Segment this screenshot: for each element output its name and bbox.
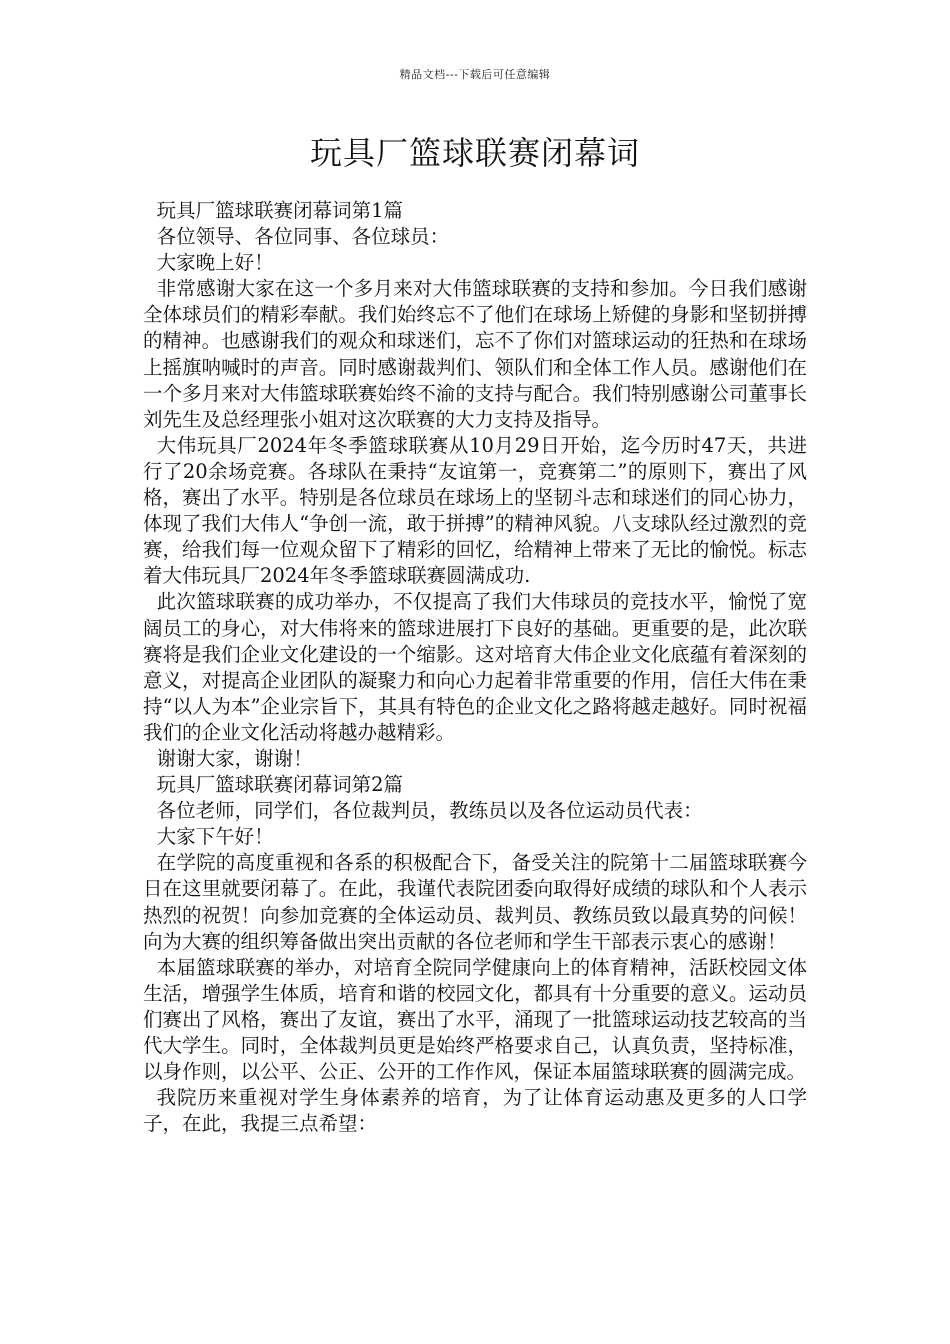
greeting: 大家下午好！ [156, 825, 274, 849]
paragraph: 大伟玩具厂2024年冬季篮球联赛从10月29日开始，迄今历时47天，共进行了20余场竞赛。各球队在秉持“友谊第一，竞赛第二”的原则下，赛出了风格，赛出了水平。特别是各位球员在球场上的坚韧斗志和球迷们的同心协力，体现了我们大伟人“争创一流，敢于拼搏”的精神风貌。八支球队经过激烈的竞赛，给我们每一位观众留下了精彩的回忆，给精神上带来了无比的愉悦。标志着大伟玩具厂2024年冬季篮球联赛圆满成功. [143, 433, 807, 588]
paragraph: 我院历来重视对学生身体素养的培育，为了让体育运动惠及更多的人口学子，在此，我提三点希望： [143, 1086, 807, 1136]
document-title: 玩具厂篮球联赛闭幕词 [309, 134, 640, 172]
paragraph: 此次篮球联赛的成功举办，不仅提高了我们大伟球员的竞技水平，愉悦了宽阔员工的身心，对大伟将来的篮球进展打下良好的基础。更重要的是，此次联赛将是我们企业文化建设的一个缩影。这对培育大伟企业文化底蕴有着深刻的意义，对提高企业团队的凝聚力和向心力起着非常重要的作用，信任大伟在秉持“以人为本”企业宗旨下，其具有特色的企业文化之路将越走越好。同时祝福我们的企业文化活动将越办越精彩。 [143, 590, 807, 744]
header-note: 精品文档---下载后可任意编辑 [399, 68, 551, 81]
closing-thanks: 谢谢大家，谢谢！ [156, 746, 313, 770]
paragraph: 非常感谢大家在这一个多月来对大伟篮球联赛的支持和参加。今日我们感谢全体球员们的精彩奉献。我们始终忘不了他们在球场上矫健的身影和坚韧拼搏的精神。也感谢我们的观众和球迷们，忘不了你们对篮球运动的狂热和在球场上摇旗呐喊时的声音。同时感谢裁判们、领队们和全体工作人员。感谢他们在一个多月来对大伟篮球联赛始终不渝的支持与配合。我们特别感谢公司董事长刘先生及总经理张小姐对这次联赛的大力支持及指导。 [143, 277, 807, 431]
section-heading: 玩具厂篮球联赛闭幕词第2篇 [156, 773, 404, 797]
section-heading: 玩具厂篮球联赛闭幕词第1篇 [156, 199, 404, 222]
greeting: 大家晚上好！ [156, 251, 274, 275]
document-body [143, 198, 807, 1137]
paragraph: 在学院的高度重视和各系的积极配合下，备受关注的院第十二届篮球联赛今日在这里就要闭幕了。在此，我谨代表院团委向取得好成绩的球队和个人表示热烈的祝贺！向参加竞赛的全体运动员、裁判员、教练员致以最真势的问候！向为大赛的组织筹备做出突出贡献的各位老师和学生干部表示衷心的感谢！ [143, 851, 807, 953]
salutation: 各位老师，同学们，各位裁判员，教练员以及各位运动员代表： [156, 799, 703, 823]
salutation: 各位领导、各位同事、各位球员： [156, 225, 450, 249]
paragraph: 本届篮球联赛的举办，对培育全院同学健康向上的体育精神，活跃校园文体生活，增强学生体质，培育和谐的校园文化，都具有十分重要的意义。运动员们赛出了风格，赛出了友谊，赛出了水平，涌现了一批篮球运动技艺较高的当代大学生。同时，全体裁判员更是始终严格要求自己，认真负责，坚持标准，以身作则，以公平、公正、公开的工作作风，保证本届篮球联赛的圆满完成。 [143, 955, 807, 1084]
